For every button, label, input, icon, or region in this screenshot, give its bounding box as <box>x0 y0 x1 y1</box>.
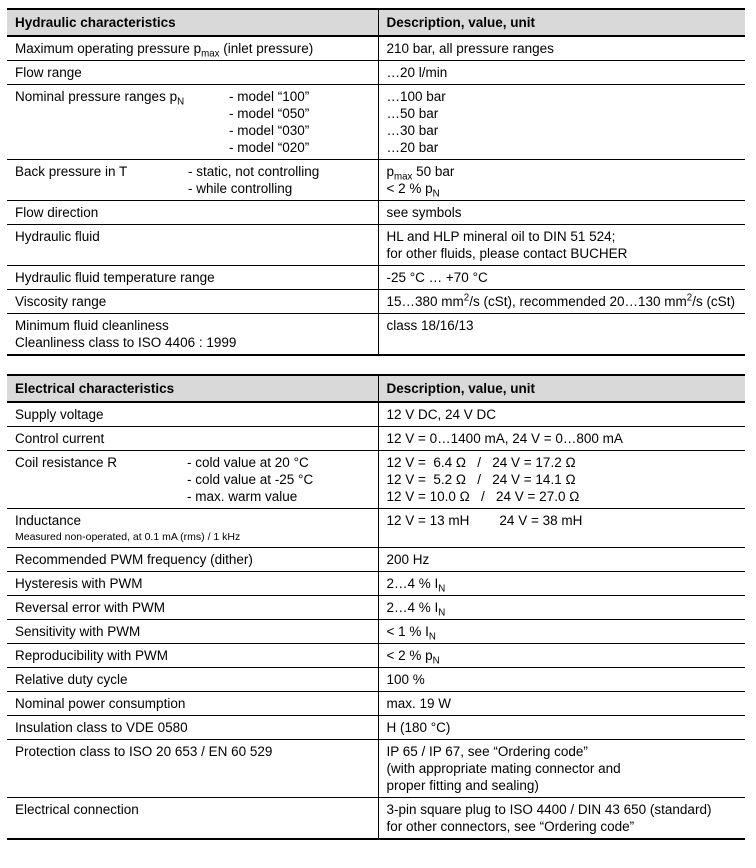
characteristic-label: Maximum operating pressure $p_{max}$ (inlet pressure) <box>15 41 314 60</box>
table-row <box>7 61 745 85</box>
table-row <box>7 314 745 356</box>
value-cell: 12 V DC, 24 V DC <box>378 402 745 427</box>
characteristic-cell <box>7 620 378 644</box>
characteristic-note: Measured non-operated, at 0.1 mA (rms) / 1 kHz <box>15 531 241 543</box>
header-description-value-unit: Description, value, unit <box>378 375 745 402</box>
table-header-row <box>7 375 745 402</box>
characteristic-cell <box>7 160 378 201</box>
value-cell: -25 °C … +70 °C <box>378 266 745 290</box>
value-cell: 200 Hz <box>378 548 745 572</box>
characteristic-cell <box>7 644 378 668</box>
value-cell: 12 V = 13 mH 24 V = 38 mH <box>378 509 745 548</box>
table-row <box>7 620 745 644</box>
characteristic-cell <box>7 290 378 314</box>
characteristic-label: Flow direction <box>15 205 99 220</box>
characteristic-label: Minimum fluid cleanliness Cleanliness class to ISO 4406 : 1999 <box>15 318 237 350</box>
value-cell: 2…4 % $I_N$ <box>378 596 745 620</box>
characteristic-label: Recommended PWM frequency (dither) <box>15 552 253 567</box>
hydraulic-characteristics-table <box>7 8 745 356</box>
value-cell: class 18/16/13 <box>378 314 745 356</box>
table-row <box>7 160 745 201</box>
value-cell: $p_{max}$ 50 bar < 2 % $p_N$ <box>378 160 745 201</box>
characteristic-label: Hysteresis with PWM <box>15 576 143 591</box>
characteristic-cell <box>7 668 378 692</box>
value-cell: 12 V = 0…1400 mA, 24 V = 0…800 mA <box>378 427 745 451</box>
characteristic-label: Nominal pressure ranges $p_N$ <box>15 89 185 108</box>
characteristic-cell <box>7 716 378 740</box>
characteristic-cell <box>7 572 378 596</box>
characteristic-label: Hydraulic fluid temperature range <box>15 270 215 285</box>
characteristic-sublist: - model “100” - model “050” - model “030” - model “020” <box>229 89 310 155</box>
table-header-row <box>7 9 745 36</box>
table-row <box>7 798 745 840</box>
value-cell: H (180 °C) <box>378 716 745 740</box>
characteristic-cell <box>7 740 378 798</box>
table-row <box>7 716 745 740</box>
characteristic-cell <box>7 201 378 225</box>
characteristic-cell <box>7 402 378 427</box>
characteristic-cell <box>7 798 378 840</box>
characteristic-cell <box>7 225 378 266</box>
characteristic-sublist: - static, not controlling - while controlling <box>188 164 320 196</box>
characteristic-label: Hydraulic fluid <box>15 229 100 244</box>
value-cell: 15…380 $mm^2/s$ (cSt), recommended 20…130 $mm^2/s$ (cSt) <box>378 290 745 314</box>
header-electrical-characteristics: Electrical characteristics <box>7 375 378 402</box>
characteristic-label: Nominal power consumption <box>15 696 186 711</box>
value-cell: < 2 % $p_N$ <box>378 644 745 668</box>
value-cell: …100 bar …50 bar …30 bar …20 bar <box>378 85 745 160</box>
table-row <box>7 644 745 668</box>
table-row <box>7 201 745 225</box>
characteristic-label: Inductance <box>15 513 82 528</box>
characteristic-label: Protection class to ISO 20 653 / EN 60 529 <box>15 744 273 759</box>
hydraulic-table-body <box>7 36 745 355</box>
characteristic-cell <box>7 85 378 160</box>
characteristic-label: Insulation class to VDE 0580 <box>15 720 188 735</box>
table-row <box>7 548 745 572</box>
characteristic-label: Reversal error with PWM <box>15 600 166 615</box>
value-cell: 100 % <box>378 668 745 692</box>
value-cell: 210 bar, all pressure ranges <box>378 36 745 61</box>
characteristic-cell <box>7 314 378 356</box>
characteristic-cell <box>7 451 378 509</box>
table-row <box>7 290 745 314</box>
header-hydraulic-characteristics: Hydraulic characteristics <box>7 9 378 36</box>
value-cell: < 1 % $I_N$ <box>378 620 745 644</box>
characteristic-cell <box>7 427 378 451</box>
characteristic-label: Relative duty cycle <box>15 672 128 687</box>
electrical-characteristics-table <box>7 374 745 840</box>
table-row <box>7 692 745 716</box>
table-row <box>7 402 745 427</box>
table-row <box>7 740 745 798</box>
table-row <box>7 596 745 620</box>
value-cell: HL and HLP mineral oil to DIN 51 524; for other fluids, please contact BUCHER <box>378 225 745 266</box>
characteristic-cell <box>7 548 378 572</box>
characteristic-cell <box>7 266 378 290</box>
characteristic-label: Flow range <box>15 65 82 80</box>
characteristic-cell <box>7 692 378 716</box>
characteristic-label: Control current <box>15 431 105 446</box>
characteristic-label: Reproducibility with PWM <box>15 648 169 663</box>
value-cell: 2…4 % $I_N$ <box>378 572 745 596</box>
characteristic-cell <box>7 36 378 61</box>
value-cell: IP 65 / IP 67, see “Ordering code” (with appropriate mating connector and proper fitting and sealing) <box>378 740 745 798</box>
characteristic-label: Coil resistance R <box>15 455 118 470</box>
table-row <box>7 225 745 266</box>
characteristic-cell <box>7 596 378 620</box>
characteristic-cell <box>7 509 378 548</box>
value-cell: 3-pin square plug to ISO 4400 / DIN 43 650 (standard) for other connectors, see “Ordering code” <box>378 798 745 840</box>
value-cell: 12 V = 6.4 Ω / 24 V = 17.2 Ω 12 V = 5.2 Ω / 24 V = 14.1 Ω 12 V = 10.0 Ω / 24 V = 27.0 Ω <box>378 451 745 509</box>
value-cell: see symbols <box>378 201 745 225</box>
table-row <box>7 427 745 451</box>
table-row <box>7 451 745 509</box>
table-row <box>7 85 745 160</box>
table-row <box>7 668 745 692</box>
table-row <box>7 572 745 596</box>
header-description-value-unit: Description, value, unit <box>378 9 745 36</box>
characteristic-label: Sensitivity with PWM <box>15 624 141 639</box>
characteristic-cell <box>7 61 378 85</box>
characteristic-label: Back pressure in T <box>15 164 128 179</box>
characteristic-sublist: - cold value at 20 °C - cold value at -25 °C - max. warm value <box>187 455 314 504</box>
table-row <box>7 509 745 548</box>
value-cell: …20 l/min <box>378 61 745 85</box>
value-cell: max. 19 W <box>378 692 745 716</box>
characteristic-label: Electrical connection <box>15 802 139 817</box>
electrical-table-body <box>7 402 745 839</box>
table-row <box>7 36 745 61</box>
characteristic-label: Supply voltage <box>15 407 104 422</box>
table-row <box>7 266 745 290</box>
characteristic-label: Viscosity range <box>15 294 107 309</box>
